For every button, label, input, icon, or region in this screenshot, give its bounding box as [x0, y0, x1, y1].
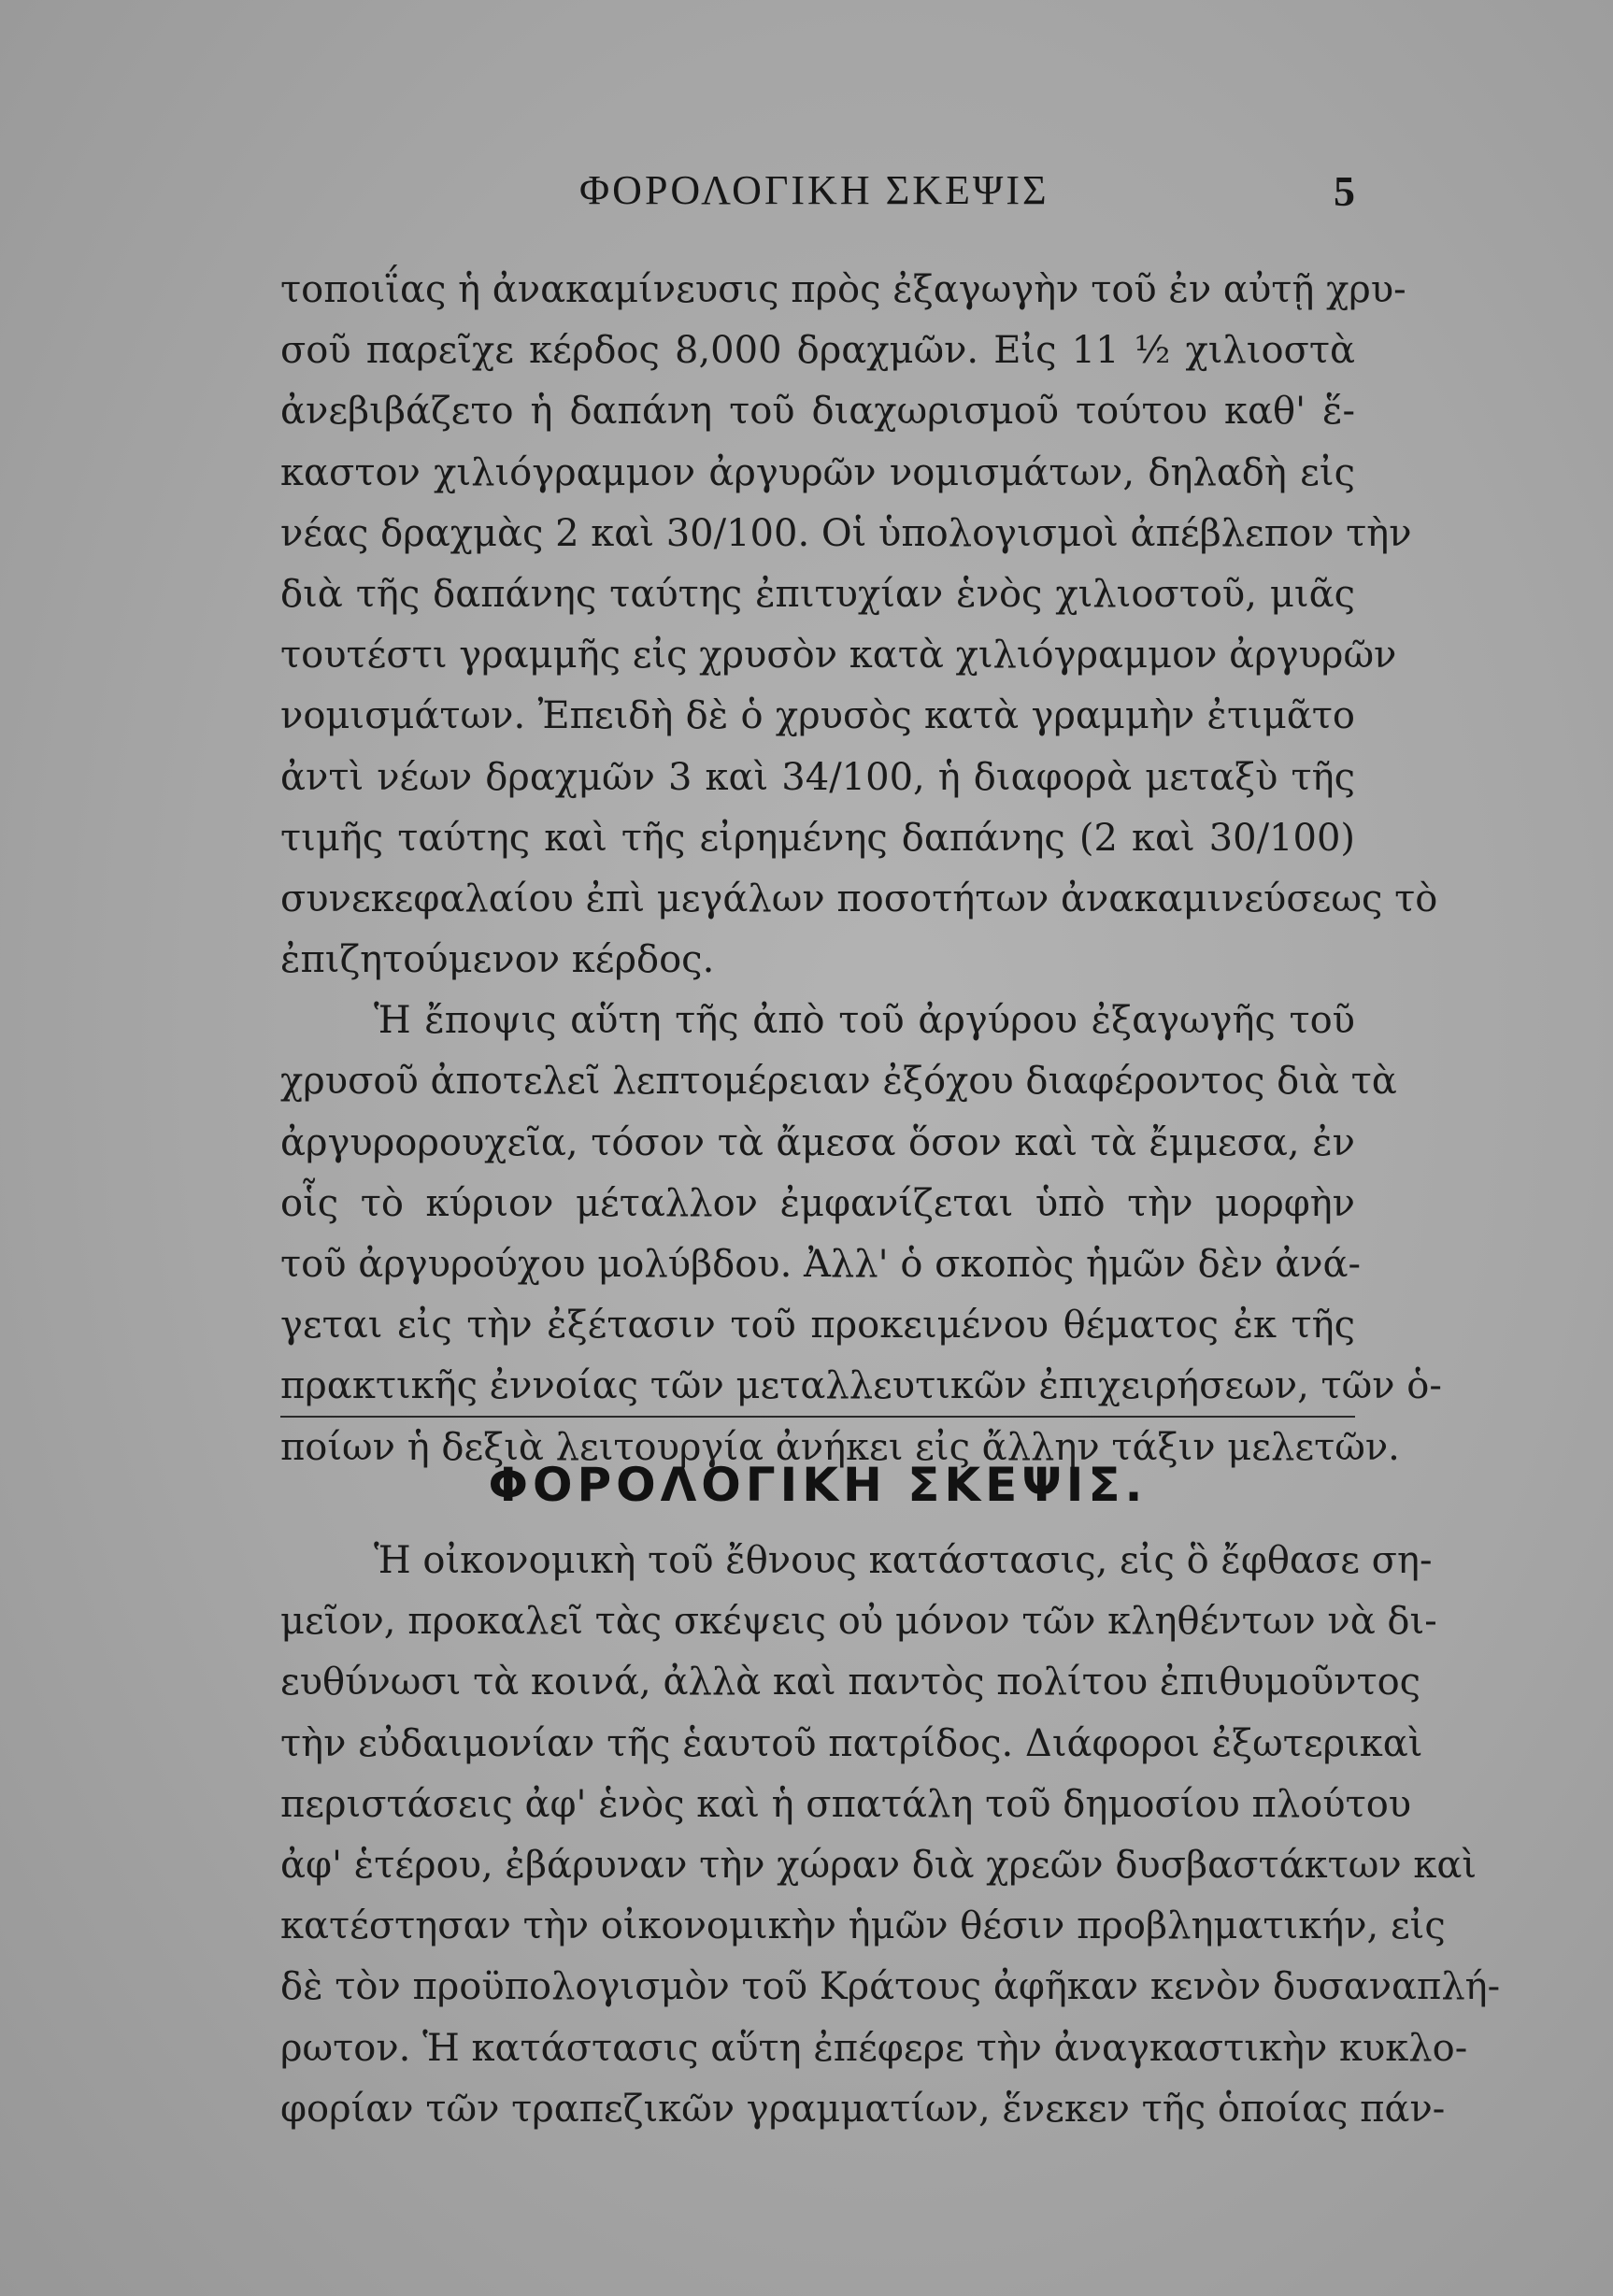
text-line: τοποιΐας ἡ ἀνακαμίνευσις πρὸς ἐξαγωγὴν τοῦ ἐν αὐτῇ χρυ- [280, 268, 1406, 311]
text-line: ἐπιζητούμενον κέρδος. [280, 938, 715, 982]
text-line: ἀντὶ νέων δραχμῶν 3 καὶ 34/100, ἡ διαφορὰ μεταξὺ τῆς [280, 755, 1355, 799]
text-line: φορίαν τῶν τραπεζικῶν γραμματίων, ἕνεκεν τῆς ὁποίας πάν- [280, 2087, 1446, 2131]
text-line: δὲ τὸν προϋπολογισμὸν τοῦ Κράτους ἀφῆκαν κενὸν δυσαναπλή- [280, 1965, 1501, 2009]
text-line: τοῦ ἀργυρούχου μολύβδου. Ἀλλ' ὁ σκοπὸς ἡμῶν δὲν ἀνά- [280, 1243, 1362, 1286]
text-line: ἀφ' ἑτέρου, ἐβάρυναν τὴν χώραν διὰ χρεῶν δυσβαστάκτων καὶ [280, 1843, 1477, 1887]
section-1-text [280, 260, 1442, 1478]
text-line: μεῖον, προκαλεῖ τὰς σκέψεις οὐ μόνον τῶν κληθέντων νὰ δι- [280, 1600, 1437, 1644]
text-line: ἀνεβιβάζετο ἡ δαπάνη τοῦ διαχωρισμοῦ τούτου καθ' ἕ- [280, 390, 1355, 434]
text-line: περιστάσεις ἀφ' ἑνὸς καὶ ἡ σπατάλη τοῦ δημοσίου πλούτου [280, 1782, 1412, 1826]
text-line: ευθύνωσι τὰ κοινά, ἀλλὰ καὶ παντὸς πολίτου ἐπιθυμοῦντος [280, 1661, 1421, 1704]
text-line: χρυσοῦ ἀποτελεῖ λεπτομέρειαν ἐξόχου διαφέροντος διὰ τὰ [280, 1060, 1397, 1104]
text-line: καστον χιλιόγραμμον ἀργυρῶν νομισμάτων, δηλαδὴ εἰς [280, 450, 1355, 494]
text-line: νέας δραχμὰς 2 καὶ 30/100. Οἱ ὑπολογισμοὶ ἀπέβλεπον τὴν [280, 511, 1412, 555]
paragraph-first-line: Ἡ ἔποψις αὕτη τῆς ἀπὸ τοῦ ἀργύρου ἐξαγωγῆς τοῦ [374, 999, 1355, 1043]
text-line: συνεκεφαλαίου ἐπὶ μεγάλων ποσοτήτων ἀνακαμινεύσεως τὸ [280, 877, 1438, 920]
text-line: κατέστησαν τὴν οἰκονομικὴν ἡμῶν θέσιν προβληματικήν, εἰς [280, 1904, 1446, 1948]
text-line: διὰ τῆς δαπάνης ταύτης ἐπιτυχίαν ἑνὸς χιλιοστοῦ, μιᾶς [280, 572, 1355, 616]
page-number: 5 [1334, 167, 1355, 215]
running-title: ΦΟΡΟΛΟΓΙΚΗ ΣΚΕΨΙΣ [579, 167, 1049, 213]
text-line: πρακτικῆς ἐννοίας τῶν μεταλλευτικῶν ἐπιχειρήσεων, τῶν ὁ- [280, 1364, 1442, 1408]
text-line: ἀργυρορουχεῖα, τόσον τὰ ἄμεσα ὅσον καὶ τὰ ἔμμεσα, ἐν [280, 1120, 1355, 1164]
section-divider [280, 1416, 1355, 1418]
section-2-text [280, 1531, 1501, 2140]
text-line: σοῦ παρεῖχε κέρδος 8,000 δραχμῶν. Εἰς 11 ½ χιλιοστὰ [280, 329, 1355, 373]
text-line: νομισμάτων. Ἐπειδὴ δὲ ὁ χρυσὸς κατὰ γραμμὴν ἐτιμᾶτο [280, 694, 1355, 738]
text-line: ποίων ἡ δεξιὰ λειτουργία ἀνήκει εἰς ἄλλην τάξιν μελετῶν. [280, 1425, 1400, 1469]
text-line: τὴν εὐδαιμονίαν τῆς ἑαυτοῦ πατρίδος. Διάφοροι ἐξωτερικαὶ [280, 1721, 1423, 1765]
page-header [280, 166, 1355, 222]
text-line: ρωτον. Ἡ κατάστασις αὕτη ἐπέφερε τὴν ἀναγκαστικὴν κυκλο- [280, 2026, 1468, 2070]
paragraph-first-line: Ἡ οἰκονομικὴ τοῦ ἔθνους κατάστασις, εἰς ὃ ἔφθασε ση- [374, 1539, 1433, 1582]
text-line: γεται εἰς τὴν ἐξέτασιν τοῦ προκειμένου θέματος ἐκ τῆς [280, 1304, 1355, 1348]
text-line: οἷς τὸ κύριον μέταλλον ἐμφανίζεται ὑπὸ τὴν μορφὴν [280, 1181, 1355, 1225]
text-line: τουτέστι γραμμῆς εἰς χρυσὸν κατὰ χιλιόγραμμον ἀργυρῶν [280, 634, 1397, 677]
text-line: τιμῆς ταύτης καὶ τῆς εἰρημένης δαπάνης (2 καὶ 30/100) [280, 816, 1355, 860]
section-heading: ΦΟΡΟΛΟΓΙΚΗ ΣΚΕΨΙΣ. [488, 1458, 1148, 1512]
